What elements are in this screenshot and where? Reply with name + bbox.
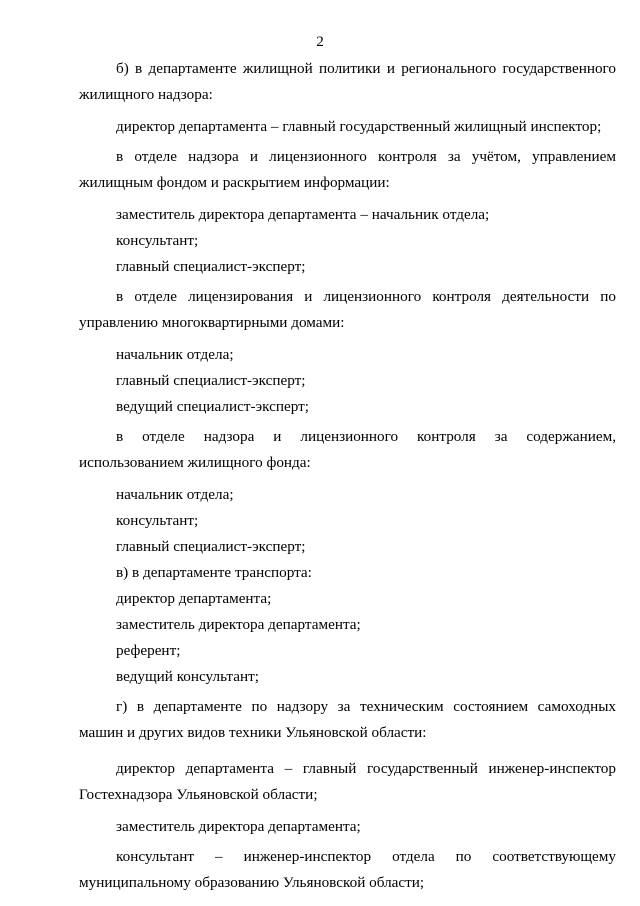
position-item: главный специалист-эксперт;	[116, 372, 306, 389]
position-item: директор департамента – главный государственный жилищный инспектор;	[116, 118, 602, 135]
position-item: главный специалист-эксперт;	[116, 258, 306, 275]
subsection-heading: в отделе надзора и лицензионного контроля за содержанием, использованием жилищного фонда:	[79, 428, 616, 471]
subsection-heading: в отделе надзора и лицензионного контроля за учётом, управлением жилищным фондом и раскрытием информации:	[79, 148, 616, 191]
position-item: ведущий консультант;	[116, 668, 259, 685]
position-item: начальник отдела;	[116, 486, 234, 503]
position-item: заместитель директора департамента;	[116, 818, 361, 835]
position-item: заместитель директора департамента;	[116, 616, 361, 633]
position-item: референт;	[116, 642, 181, 659]
section-v-heading: в) в департаменте транспорта:	[116, 564, 312, 581]
position-item: консультант;	[116, 232, 199, 249]
position-item: заместитель директора департамента – начальник отдела;	[116, 206, 490, 223]
section-b-heading: б) в департаменте жилищной политики и регионального государственного жилищного надзора:	[79, 60, 616, 103]
position-item: директор департамента – главный государственный инженер-инспектор Гостехнадзора Ульяновской области;	[79, 760, 616, 803]
position-item: консультант;	[116, 512, 199, 529]
position-item: директор департамента;	[116, 590, 272, 607]
section-g-heading: г) в департаменте по надзору за техническим состоянием самоходных машин и других видов техники Ульяновской области:	[79, 698, 616, 741]
position-item: главный специалист-эксперт;	[116, 538, 306, 555]
page-number: 2	[316, 33, 324, 50]
document-body	[79, 56, 616, 906]
subsection-heading: в отделе лицензирования и лицензионного контроля деятельности по управлению многоквартирными домами:	[79, 288, 616, 331]
position-item: ведущий специалист-эксперт;	[116, 398, 309, 415]
position-item: консультант – инженер-инспектор отдела по соответствующему муниципальному образованию Ульяновской области;	[79, 848, 616, 891]
position-item: начальник отдела;	[116, 346, 234, 363]
